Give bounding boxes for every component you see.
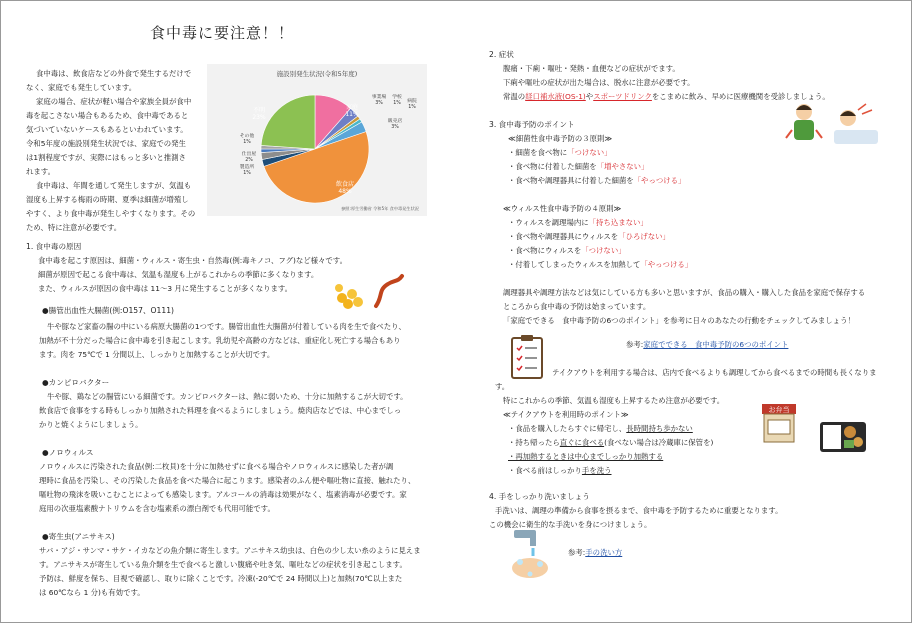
pie-label-病院: 病院 1% (407, 99, 417, 110)
s1-line: 細菌が原因で起こる食中毒は、気温も湿度も上がるこれからの季節に多くなります。 (38, 270, 319, 279)
pie-label-販売店: 販売店 3% (387, 119, 403, 130)
anisakis-heading: ●寄生虫(アニサキス) (42, 532, 115, 541)
s2-line: 腹痛・下痢・嘔吐・発熱・血便などの症状がでます。 (503, 64, 680, 73)
s2-line-drinks: 常温の経口補水液(OS-1)やスポーツドリンクをこまめに飲み、早めに医療機関を受診しましょう。 (503, 92, 830, 101)
takeout-point: ・再加熱するときは中心までしっかり加熱する (508, 452, 664, 461)
campy-line: 牛や豚、鶏などの腸管にいる細菌です。カンピロバクターは、熱に弱いため、十分に加熱するこが大切です。 (47, 392, 408, 401)
chart-title: 施設別発生状況(令和5年度) (276, 70, 358, 78)
s2-line: 下痢や嘔吐の症状が出た場合は、脱水に注意が必要です。 (503, 78, 695, 87)
pie-label-不明: 不明 23% (252, 107, 266, 121)
rule-line: ・食べ物や調理器具にウィルスを「ひろげない」 (508, 232, 670, 241)
takeout-line: 特にこれからの季節、気温も湿度も上昇するため注意が必要です。 (503, 396, 725, 405)
o157-line: ます。肉を 75℃で 1 分間以上、しっかりと加熱することが大切です。 (39, 350, 275, 359)
s3-paragraph: ところから食中毒の予防は始まっています。 (503, 302, 651, 311)
takeout-point: ・持ち帰ったら直ぐに食べる(食べない場合は冷蔵庫に保管を) (508, 438, 714, 447)
s4-line: この機会に衛生的な手洗いを身につけましょう。 (489, 520, 652, 529)
section3-heading: 3. 食中毒予防のポイント (489, 120, 575, 129)
pie-label-学校: 学校 1% (392, 95, 402, 106)
page-title: 食中毒に要注意！！ (150, 24, 295, 42)
pie-label-事業場: 事業場 3% (371, 95, 387, 106)
noro-line: 庭用の次亜塩素酸ナトリウムを含む塩素系の漂白剤でも代用可能です。 (39, 504, 275, 513)
pie-chart-panel (207, 64, 427, 216)
takeout-points-heading: ≪テイクアウトを利用時のポイント≫ (503, 410, 629, 419)
checklist-clipboard-icon (508, 334, 548, 382)
noro-line: 嘔吐物の飛沫を吸いこむことによっても感染します。アルコールの消毒は効果がなく、塩素消毒が必要です。家 (39, 490, 407, 499)
pie-chart (207, 64, 427, 216)
s1-line: また、ウィルスが原因の食中毒は 11～3 月に発生することが多くなります。 (38, 284, 293, 293)
s1-line: 食中毒を起こす原因は、細菌・ウィルス・寄生虫・自然毒(例:毒キノコ、フグ)など様々です。 (38, 256, 347, 265)
s3-paragraph: 調理器具や調理方法などは気にしている方も多いと思いますが、食品の購入・購入した食品を家庭で保存する (503, 288, 866, 297)
campy-line: 飲食店で食事をする時もしっかり加熱された料理を食べるようにしましょう。焼肉店などでは、中心までしっ (39, 406, 402, 415)
pie-label-仕出屋: 仕出屋 2% (241, 152, 257, 163)
rule-line: ・細菌を食べ物に「つけない」 (508, 148, 612, 157)
handwashing-icon (500, 526, 560, 582)
six-points-link[interactable]: 家庭でできる 食中毒予防の6つのポイント (643, 340, 789, 349)
rule-line: ・付着してしまったウィルスを加熱して「やっつける」 (508, 260, 693, 269)
three-rules-heading: ≪細菌性食中毒予防の３原則≫ (508, 134, 613, 143)
o157-line: 加熱が不十分だった場合に食中毒を引き起こします。乳幼児や高齢の方などは、重症化し死亡する場合もあり (39, 336, 401, 345)
rule-line: ・ウィルスを調理場内に「持ち込まない」 (508, 218, 648, 227)
section4-heading: 4. 手をしっかり洗いましょう (489, 492, 590, 501)
noro-line: ノロウィルスに汚染された食品(例:二枚貝)を十分に加熱せずに食べる場合やノロウィルスに感染した者が調 (39, 462, 394, 471)
reference-2: 参考:手の洗い方 (568, 548, 623, 557)
pie-slice-不明 (261, 95, 315, 149)
bento-shop-sign: お弁当 (768, 406, 790, 414)
takeout-line: す。 (495, 382, 510, 391)
anisakis-line: は 60℃なら 1 分)も有効です。 (39, 588, 145, 597)
pie-label-その他: その他 1% (239, 134, 255, 145)
handwashing-link[interactable]: 手の洗い方 (585, 548, 623, 557)
norovirus-heading: ●ノロウィルス (42, 448, 94, 457)
takeout-line: テイクアウトを利用する場合は、店内で食べるよりも調理してから食べるまでの時間も長くなりま (552, 368, 877, 377)
rule-line: ・食べ物に付着した細菌を「増やさない」 (508, 162, 649, 171)
rule-line: ・食べ物や調理器具に付着した細菌を「やっつける」 (508, 176, 686, 185)
anisakis-line: 予防は、鮮度を保ち、目視で確認し、取りに除くことです。冷凍(-20℃で 24 時間以上)と加熱(70℃以上また (39, 574, 403, 583)
section2-heading: 2. 症状 (489, 50, 514, 59)
takeout-point: ・食べる前はしっかり手を洗う (508, 466, 612, 475)
bento-shop-icon (760, 398, 872, 460)
reference-1: 参考:家庭でできる 食中毒予防の6つのポイント (626, 340, 789, 349)
pie-label-製造所: 製造所 1% (239, 165, 255, 176)
sick-person-icon (782, 100, 882, 150)
rule-line: ・食べ物にウィルスを「つけない」 (508, 246, 626, 255)
sports-drink-link[interactable]: スポーツドリンク (593, 92, 652, 101)
o157-heading: ●腸管出血性大腸菌(例:O157、O111) (42, 306, 174, 315)
four-rules-heading: ≪ウィルス性食中毒予防の４原則≫ (503, 204, 622, 213)
bacteria-icon (328, 272, 408, 312)
pie-label-家庭: 家庭 11% (345, 104, 359, 118)
o157-line: 牛や豚など家畜の腸の中にいる病原大腸菌の1つです。腸管出血性大腸菌が付着している肉を生で食べたり、 (47, 322, 406, 331)
s4-line: 手洗いは、調理の準備から食事を摂るまで、食中毒を予防するために重要となります。 (495, 506, 783, 515)
anisakis-line: サバ・アジ・サンマ・サケ・イカなどの魚介類に寄生します。アニサキス幼虫は、白色の少し太い糸のように見えま (39, 546, 421, 555)
campy-line: かりと焼くようにしましょう。 (39, 420, 143, 429)
pie-label-飲食店: 飲食店 48% (335, 181, 355, 195)
oral-rehydration-link[interactable]: 経口補水液(OS-1) (525, 92, 586, 101)
anisakis-line: す。アニサキスが寄生している魚介類を生で食べると激しい腹痛や吐き気、嘔吐などの症状を引き起こします。 (39, 560, 407, 569)
noro-line: 理時に食品を汚染し、その汚染した食品を食べた場合に起こります。感染者のふん便や嘔吐物に直接、触れたり、 (39, 476, 416, 485)
s3-paragraph: 「家庭でできる 食中毒予防の6つのポイント」を参考に日々のあなたの行動をチェックしてみましょう！ (503, 316, 855, 325)
chart-source: 参照:厚生労働省 令和5年 食中毒発生状況 (341, 206, 419, 211)
section1-heading: 1. 食中毒の原因 (26, 242, 82, 251)
takeout-point: ・食品を購入したらすぐに帰宅し、長時間持ち歩かない (508, 424, 693, 433)
campylobacter-heading: ●カンピロバクター (42, 378, 110, 387)
